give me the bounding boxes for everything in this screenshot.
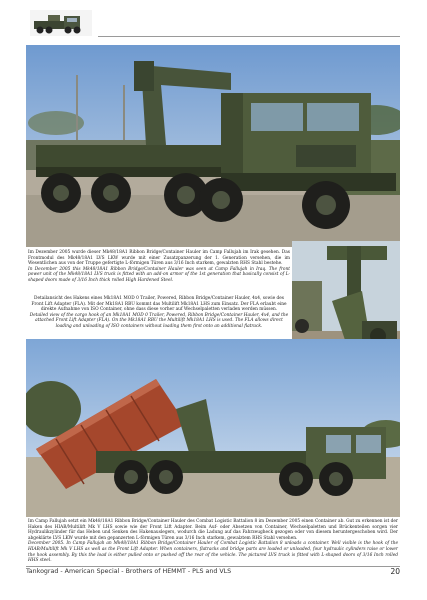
caption-middle-german: Detailansicht des Hakens eines Mk18A1 MOD 0 Trailer, Powered, Ribbon Bridge/Container Hauler, 4x4, sowie des Front Lift Adapter (FLA). Mit der Mk18A1 RBU kommt das Multilift Mk18A1 LHS zum Einsatz. Der FLA erlaubt eine direkte Aufnahme von ISO Container, ohne dass diese vorher auf Wechselpaletten verladen werden müssen. bbox=[31, 296, 287, 313]
header-divider bbox=[98, 36, 400, 37]
caption-top-english: In December 2005 this Mk48/18A1 Ribbon Bridge/Container Hauler was seen at Camp Fallujah in Iraq. The front power unit of the Mk48/18A1 LVS truck is fitted with an add-on armor of the 1st generation that basically consist of L-shaped doors made of 3/16 Inch thick rolled High Hardened Steel. bbox=[28, 266, 290, 283]
caption-middle-english: Detailed view of the cargo hook of an Mk18A1 MOD 0 Trailer, Powered, Ribbon Bridge/Container Hauler, 4x4, and the attached Front Lift Adapter (FLA). On the Mk18A1 RBU the Multilift Mk18A1 LHS is used. The FLA allows direct loading and unloading of ISO containers without loading them first onto an additional flatrack. bbox=[29, 312, 289, 329]
caption-top-german: Im Dezember 2005 wurde dieser Mk48/18A1 Ribbon Bridge/Container Hauler im Camp Fallujah im Irak gesehen. Das Frontmodul des Mk48/18A1 LVS LKW wurde mit einer Zusatzpanzerung der 1. Generation versehen, die im Wesentlichen aus von der Truppe gefertigte L-förmigen Türen aus 3/16 Inch starkem, gewalzten RHS Stahl bestehe. bbox=[28, 250, 290, 267]
photo-container-unload bbox=[26, 339, 400, 517]
header-truck-icon bbox=[30, 10, 92, 36]
footer-divider bbox=[26, 566, 400, 567]
caption-bottom-english: December 2005. In Camp Fallujah an Mk48/18A1 Ribbon Bridge/Container Hauler of Combat Logistic Battalion 8 unloads a container. Well visible is the hook of the HIAB/Multilift Mk V LHS as well as the Front Lift Adapter. When containers, flatracks and bridge parts are loaded or unloaded, four hydraulic cylinders raise or lower the hook assembly. By this the load is either pulled onto or pushed off the rear of the vehicle. The pictured LVS truck is fitted with L-shaped doors of 3/16 Inch rolled HHS steel. bbox=[28, 541, 398, 564]
photo-truck-camp bbox=[26, 45, 400, 247]
caption-bottom-german: Im Camp Fallujah setzt ein Mk48/18A1 Ribbon Bridge/Container Hauler des Combat Logistic Battalion 8 im Dezember 2005 einen Container ab. Gut zu erkennen ist der Haken des HIAB/Multilift Mk V LHS sowie wie der Front Lift Adapter. Beim Auf- oder Absetzen von Container, Wechselpaletten und Brückenteilen sorgen vier Hydraulikzylinder für das Heben und Senken des Hakenauslegers, wodurch die Ladung auf das Fahrzeugheck gezogen oder von diesem heruntergeschoben wird. Der abgeklärte LVS LKW wurde mit den gepanzerten L-förmigen Türen aus 3/16 Inch starkem, gewalztem RHS Stahl versehen. bbox=[28, 519, 398, 541]
caption-middle bbox=[28, 296, 290, 330]
page-header bbox=[0, 0, 427, 40]
caption-top bbox=[28, 250, 290, 284]
page-number: 20 bbox=[390, 567, 400, 576]
caption-bottom bbox=[28, 519, 398, 564]
footer-publication-title: Tankograd - American Special - Brothers of HEMMT - PLS and VLS bbox=[26, 568, 232, 575]
